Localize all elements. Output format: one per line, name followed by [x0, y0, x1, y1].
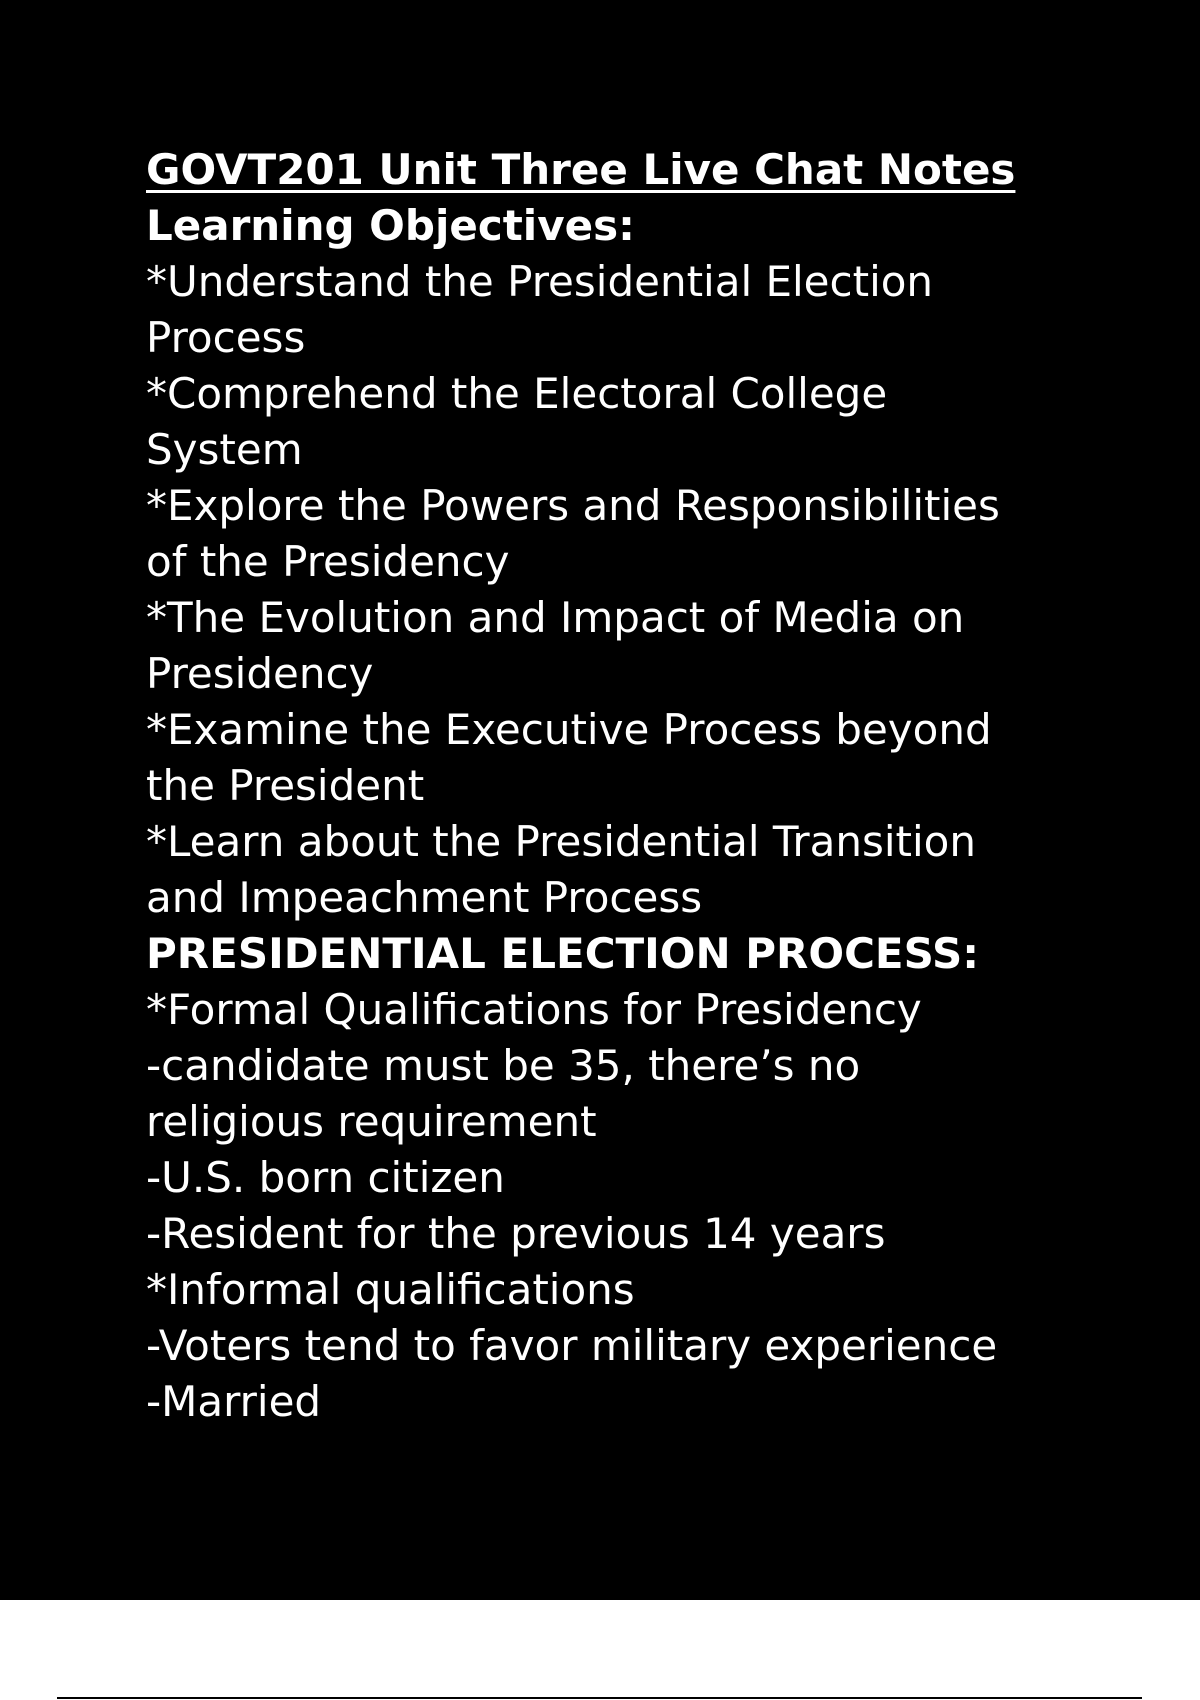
objective-item-5-line-2: the President — [146, 761, 425, 810]
objective-item-6-line-2: and Impeachment Process — [146, 873, 703, 922]
formal-item-1-line-1: -candidate must be 35, there’s no — [146, 1041, 861, 1090]
formal-qualifications-heading: *Formal Qualifications for Presidency — [146, 985, 922, 1034]
informal-item-2: -Married — [146, 1377, 322, 1426]
formal-item-2: -U.S. born citizen — [146, 1153, 505, 1202]
footer-divider — [57, 1697, 1142, 1699]
informal-item-1: -Voters tend to favor military experience — [146, 1321, 998, 1370]
objective-item-4-line-2: Presidency — [146, 649, 374, 698]
formal-item-1-line-2: religious requirement — [146, 1097, 597, 1146]
objective-item-1-line-2: Process — [146, 313, 306, 362]
objective-item-3-line-2: of the Presidency — [146, 537, 510, 586]
objective-item-1-line-1: *Understand the Presidential Election — [146, 257, 934, 306]
objective-item-4-line-1: *The Evolution and Impact of Media on — [146, 593, 965, 642]
informal-qualifications-heading: *Informal qualifications — [146, 1265, 635, 1314]
objective-item-3-line-1: *Explore the Powers and Responsibilities — [146, 481, 1000, 530]
formal-item-3: -Resident for the previous 14 years — [146, 1209, 886, 1258]
objective-item-6-line-1: *Learn about the Presidential Transition — [146, 817, 976, 866]
section-heading: PRESIDENTIAL ELECTION PROCESS: — [146, 929, 980, 978]
objective-item-5-line-1: *Examine the Executive Process beyond — [146, 705, 992, 754]
notes-content — [146, 142, 1146, 1430]
document-title: GOVT201 Unit Three Live Chat Notes — [146, 145, 1016, 194]
objective-item-2-line-1: *Comprehend the Electoral College — [146, 369, 888, 418]
objectives-heading: Learning Objectives: — [146, 201, 635, 250]
objective-item-2-line-2: System — [146, 425, 303, 474]
